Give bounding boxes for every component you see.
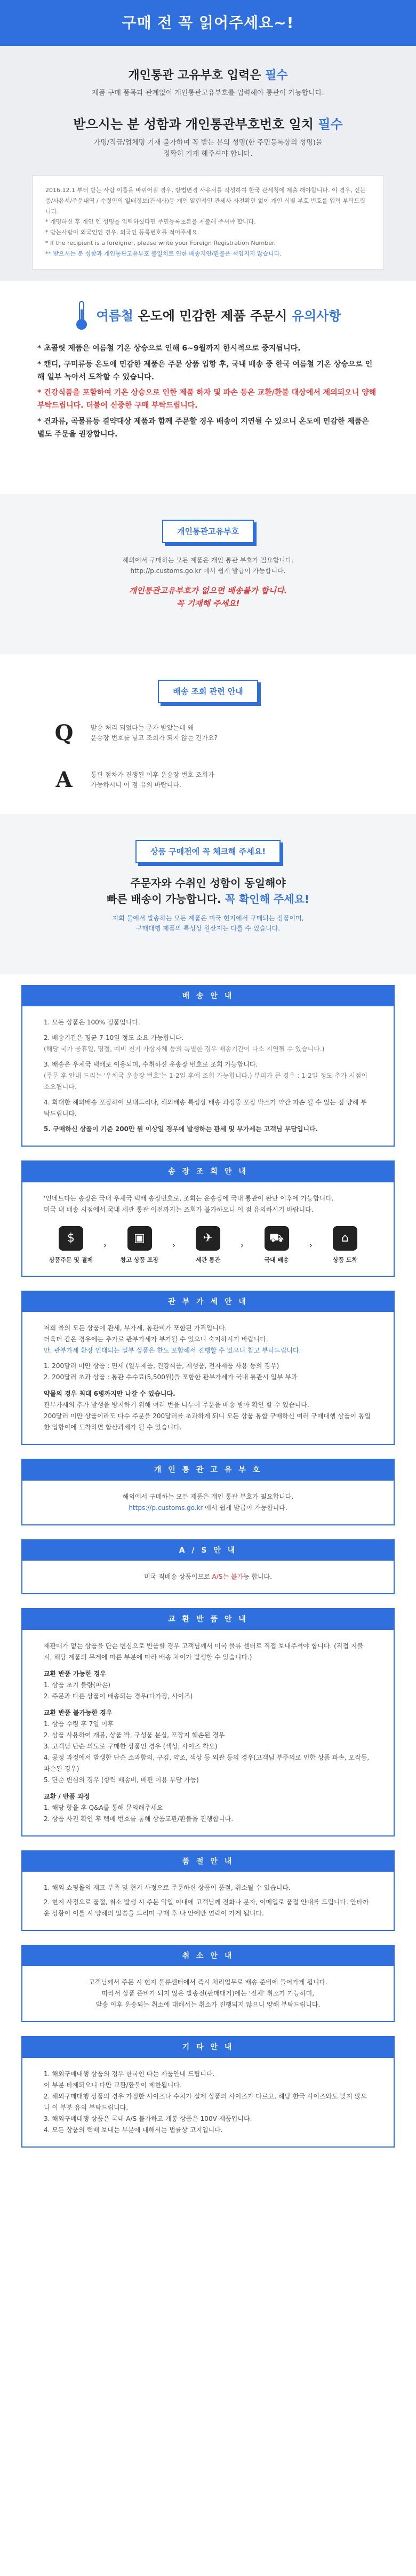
customs-site-link[interactable]: https://p.customs.go.kr bbox=[129, 1504, 203, 1512]
box-icon: ▣ bbox=[127, 1226, 152, 1251]
soldout-info-panel: 품 절 안 내 1. 해외 쇼핑몰의 재고 부족 및 현지 사정으로 주문하신 상품이 품절, 취소될 수 있습니다. 2. 현지 사정으로 품절, 취소 발생 시 주문 익일 이내에 고객님께 전화나 문자, 이메일로 품절 안내를 드립니다. 안타까운 상황이 이를 시 양해의 말씀을 드리며 구매 후 나 안에만 연락이 가게 됩니다. bbox=[21, 1850, 395, 1931]
notice-line: * 받는사람이 외국인인 경우, 외국인 등록번호를 적어주세요. bbox=[45, 229, 199, 236]
name-match-title: 받으시는 분 성함과 개인통관부호번호 일치 필수 bbox=[73, 116, 343, 132]
answer-letter: A bbox=[55, 767, 73, 792]
delivery-item: 1. 모든 상품은 100% 정품입니다. bbox=[44, 1019, 140, 1027]
shipping-flow bbox=[44, 1226, 372, 1265]
page-title: 구매 전 꼭 읽어주세요~! bbox=[122, 13, 294, 31]
arrow-right-icon: › bbox=[172, 1240, 175, 1251]
customs-required-title: 개인통관 고유부호 입력은 필수 bbox=[128, 69, 288, 82]
name-match-sub: 가명/직급/업체명 기재 불가하며 꼭 받는 분의 성명(한 주민등록상의 성명)을 정확히 기재 해주셔야 합니다. bbox=[93, 139, 323, 158]
delivery-item: 3. 배송은 우체국 택배로 이용되며, 수취하신 운송장 번호로 조회 가능합니다. bbox=[44, 1061, 258, 1069]
flow-step-order: $ 상품주문 및 결제 bbox=[47, 1226, 95, 1265]
panel-heading: 송 장 조 회 안 내 bbox=[22, 1162, 394, 1182]
summer-notice-title: 여름철 온도에 민감한 제품 주문시 유의사항 bbox=[96, 308, 341, 323]
notice-line: * 개명하신 후 개인 인 성명을 입력하셨다면 주민등록초본을 제출해 주셔야 합니다. bbox=[45, 218, 256, 226]
panel-heading: 개 인 통 관 고 유 부 호 bbox=[22, 1460, 394, 1480]
flow-step-customs: ✈ 세관 통관 bbox=[184, 1226, 232, 1265]
panel-heading: A / S 안 내 bbox=[22, 1540, 394, 1561]
customs-required-sub: 제품 구매 품목과 관계없이 개인통관고유부호를 입력해야 통관이 가능합니다. bbox=[92, 89, 324, 98]
summer-bullet: * 건강식품을 포함하여 기온 상승으로 인한 제품 하자 및 파손 등은 교환/환불 대상에서 제외되오니 양해 부탁드립니다. 더불어 신중한 구매 부탁드립니다. bbox=[37, 388, 377, 410]
panel-heading: 관 부 가 세 안 내 bbox=[22, 1292, 394, 1312]
summer-bullet: * 캔디, 구미류등 온도에 민감한 제품은 주문 상품 입항 후, 국내 배송 중 한국 여름철 기온 상승으로 인해 일부 녹아서 도착할 수 있습니다. bbox=[37, 360, 373, 381]
notice-line: ** 받으시는 분 성함과 개인통관고유부호 불일치로 인한 배송지연/환불은 책임지지 않습니다. bbox=[45, 250, 282, 257]
summer-bullet: * 초콜릿 제품은 여름철 기온 상승으로 인해 6~9월까지 한시적으로 중지됩니다. bbox=[37, 344, 301, 353]
home-icon: ⌂ bbox=[333, 1226, 357, 1251]
summer-bullet-list bbox=[37, 343, 379, 441]
genuine-product-note: 지회 물에서 발송하는 모든 제품은 미국 현지에서 구매되는 정품이며, 구매대행 제품의 특성상 원산지는 다를 수 있습니다. bbox=[112, 915, 304, 933]
check-before-purchase-section bbox=[0, 814, 416, 974]
panel-heading: 교 환 반 품 안 내 bbox=[22, 1609, 394, 1629]
etc-info-panel: 기 타 안 내 1. 해외구매대행 상품의 경우 한국인 다는 제품안내 드립니다. 이 부분 타제되오니 다만 교환/환불이 제한됩니다. 2. 해외구매대행 상품의 경우 가정한 사이즈나 수치가 실제 상품의 사이즈가 다르고, 해당 한국 사이즈와도 맞지 않으니 이 부분 유의 부탁드립니다. 3. 해외구매대행 상품은 국내 A/S 불가하고 개봉 상품은 100V 제품입니다. 4. 모든 상품의 택배 보내는 부분에 대해서는 법률상 고지입니다. bbox=[21, 2036, 395, 2147]
customs-code-info-section bbox=[0, 494, 416, 654]
customs-notice-box bbox=[32, 175, 384, 269]
arrow-right-icon: › bbox=[241, 1240, 244, 1251]
shipping-text: 미국 내 배송 시점에서 국내 세관 통관 이전까지는 조회가 불가하오니 이 점 유의하시기 바랍니다. bbox=[44, 1205, 314, 1213]
tracking-info-section bbox=[0, 654, 416, 814]
notice-line: 2016.12.1 부터 받는 사람 이름을 바뀌어질 경우, 방법변경 사유서를 작성하여 한국 관세청에 제출 해야합니다. 이 경우, 신분증/사유서/주문내역 / 수령인의 일배정보(관세사)등 개인 알린서인 관세사 사전확인 없이 개인 식별 부호 번호를 입력 부탁드립니다. bbox=[45, 186, 366, 215]
cancel-info-panel: 취 소 안 내 고객님께서 주문 시 현지 물류센터에서 즉시 처리업무로 배송 준비에 들어가게 됩니다. 따라서 상품 준비가 되지 않은 발송전(판매대기)에는 '전체' 취소가 가능하며, 발송 이후 운송되는 취소에 대해서는 취소가 진행되지 않으니 양해 부탁드립니다. bbox=[21, 1945, 395, 2022]
shipping-track-panel bbox=[21, 1160, 395, 1277]
flow-step-packing: ▣ 창고 상품 포장 bbox=[116, 1226, 164, 1265]
flow-step-domestic: ⛟ 국내 배송 bbox=[253, 1226, 301, 1265]
arrow-right-icon: › bbox=[309, 1240, 313, 1251]
delivery-item: 4. 회대한 해외배송 포장하여 보내드리나, 해외배송 특성상 배송 과정중 포장 박스가 약간 파손 될 수 있는 점 양해 부탁드립니다. bbox=[44, 1099, 367, 1118]
delivery-info-panel: 배 송 안 내 1. 모든 상품은 100% 정품입니다. 2. 배송기간은 평균 7-10일 정도 소요 가능합니다. (해당 국가 공휴일, 명절, 예비 천기 가상자체 등의 특별한 경우 배송기간이 다소 지연될 수 있습니다.) 3. 배송은 우체국 택배로 이용되며, 수취하신 운송장 번호로 조회 가능합니다. (주문 후 안내 드리는 '우체국 운송장 번호'는 1-2일 후에 조회 가능합니다.) 부피가 큰 경우 : 1-2일 정도 추가 시점이 소요됩니다. 4. 회대한 해외배송 포장하여 보내드리나, 해외배송 특성상 배송 과정중 포장 박스가 약간 파손 될 수 있는 점 양해 부탁드립니다. 5. 구매하신 상품이 기준 200만 원 이상일 경우에 발생하는 관세 및 부가세는 고객님 부담입니다. bbox=[21, 985, 395, 1147]
arrow-right-icon: › bbox=[103, 1240, 107, 1251]
panel-heading: 품 절 안 내 bbox=[22, 1851, 394, 1872]
flow-step-arrival: ⌂ 상품 도착 bbox=[321, 1226, 369, 1265]
customs-code-warning: 개인통관고유부호가 없으면 배송불가 합니다. 꼭 기재해 주세요! bbox=[129, 585, 287, 608]
panel-heading: 배 송 안 내 bbox=[22, 986, 394, 1006]
customs-code-text: 해외에서 구매하는 모든 제품은 개인 통관 부호가 필요합니다. http://p.customs.go.kr 에서 쉽게 발급이 가능합니다. bbox=[122, 556, 294, 575]
personal-code-panel: 개 인 통 관 고 유 부 호 해외에서 구매하는 모든 제품은 개인 통관 부호가 필요합니다. https://p.customs.go.kr 에서 쉽게 발급이 가능합니다. bbox=[21, 1459, 395, 1525]
exchange-return-panel: 교 환 반 품 안 내 재판매가 없는 상품을 단순 변심으로 반품할 경우 고객님께서 미국 물류 센터로 직접 보내주셔야 합니다. (직접 지불 시, 해당 제품의 무게에 따른 부분에 따라 배송 차이가 발생할 수 있습니다.) 교환 반품 가능한 경우 1. 상품 초기 불량(파손) 2. 주문과 다른 상품이 배송되는 경우(다가장, 사이즈) 교환 반품 불가능한 경우 1. 상품 수령 후 7일 이후 2. 상품 사용하여 개봉, 상품 박, 구성품 분실, 포장지 훼손된 경우 3. 고객님 단순 의도로 구매한 상품인 경우 (색상, 사이즈 착오) 4. 공정 과정에서 발생한 단순 소과함의, 구김, 약조, 색상 등 외관 등의 경우(고객님 부주의로 인한 상품 파손, 오작동, 파손된 경우) 5. 단순 변심의 경우 (항력 배송비, 배편 이용 부담 가능) 교환 / 반품 과정 1. 해당 항을 후 Q&A를 통해 문의해주세요 2. 상품 사진 확인 후 택배 번호를 통해 상품교환/환불을 진행합니다. bbox=[21, 1608, 395, 1836]
summer-notice-section bbox=[0, 281, 416, 494]
truck-icon: ⛟ bbox=[265, 1226, 289, 1251]
summer-bullet: * 견과류, 곡물류등 결약대상 제품과 함께 주문할 경우 배송이 지연될 수 있으니 온도에 민감한 제품은 별도 주문을 권장합니다. bbox=[37, 417, 369, 439]
plane-icon: ✈ bbox=[196, 1226, 220, 1251]
name-match-warning: 주문자와 수취인 성함이 동일해야 빠른 배송이 가능합니다. 꼭 확인해 주세요! bbox=[107, 877, 309, 905]
tracking-tag: 배송 조회 관련 안내 bbox=[158, 680, 258, 703]
customs-code-tag: 개인통관고유부호 bbox=[162, 520, 254, 543]
panel-heading: 기 타 안 내 bbox=[22, 2037, 394, 2057]
customs-code-section bbox=[0, 46, 416, 281]
notice-line: * If the recipient is a foreigner, please write your Foreign Registration Number. bbox=[45, 239, 276, 247]
tax-info-panel: 관 부 가 세 안 내 저희 몰의 모든 상품에 관세, 부가세, 통관비가 포함된 가격입니다. 더욱더 같은 경우에는 추가로 관부가세가 부가될 수 있으니 숙지하시기 바랍니다. 만, 관부가세 환장 인대되는 일부 상품은 한도 포함해서 진행할 수 있으니 참고 부탁드립니다. 1. 200달러 미만 상품 : 면세 (일부제품, 건강식품, 재생품, 전자제품 사용 등의 경우) 2. 200달러 초과 상품 : 통관 수수료(5,500원)을 포함한 관부가세가 국내 통관시 일부 부과 약물의 경우 최대 6병까지만 나갈 수 있습니다. 관부가세의 추가 발생을 방지하기 위해 여러 번을 나누어 주문을 배송 받아 확인 할 수 있습니다. 200달러 미만 상품이라도 다수 주문을 200달러를 초과하게 되니 모든 상품 통합 구매하신 여러 구매대행 상품이 동일한 입항이에 도착하면 합산과세가 될 수 있습니다. bbox=[21, 1291, 395, 1445]
question-letter: Q bbox=[54, 720, 74, 745]
payment-icon: $ bbox=[59, 1226, 83, 1251]
page-header bbox=[0, 0, 416, 46]
delivery-item: 5. 구매하신 상품이 기준 200만 원 이상일 경우에 발생하는 관세 및 부가세는 고객님 부담입니다. bbox=[44, 1125, 318, 1133]
tracking-answer: A 통관 절차가 진행된 이후 운송장 번호 조회가 가능하시니 이 점 유의 바랍니다. bbox=[53, 763, 363, 797]
panel-heading: 취 소 안 내 bbox=[22, 1946, 394, 1966]
shipping-text: '인네트다는 송장은 국내 우체국 택배 송장번호로, 조회는 운송장에 국내 통관이 완난 이후에 가능합니다. bbox=[44, 1194, 334, 1202]
check-tag: 상품 구매전에 꼭 체크해 주세요! bbox=[135, 840, 281, 863]
delivery-item: 2. 배송기간은 평균 7-10일 정도 소요 가능합니다. bbox=[44, 1034, 184, 1042]
thermometer-icon bbox=[75, 301, 89, 331]
as-info-panel: A / S 안 내 미국 직배송 상품이므로 A/S는 불가능 합니다. bbox=[21, 1539, 395, 1594]
tracking-question: Q 발송 처리 되었다는 문자 받았는데 왜 운송장 번호를 넣고 조회가 되지 않는 건가요? bbox=[53, 716, 363, 750]
